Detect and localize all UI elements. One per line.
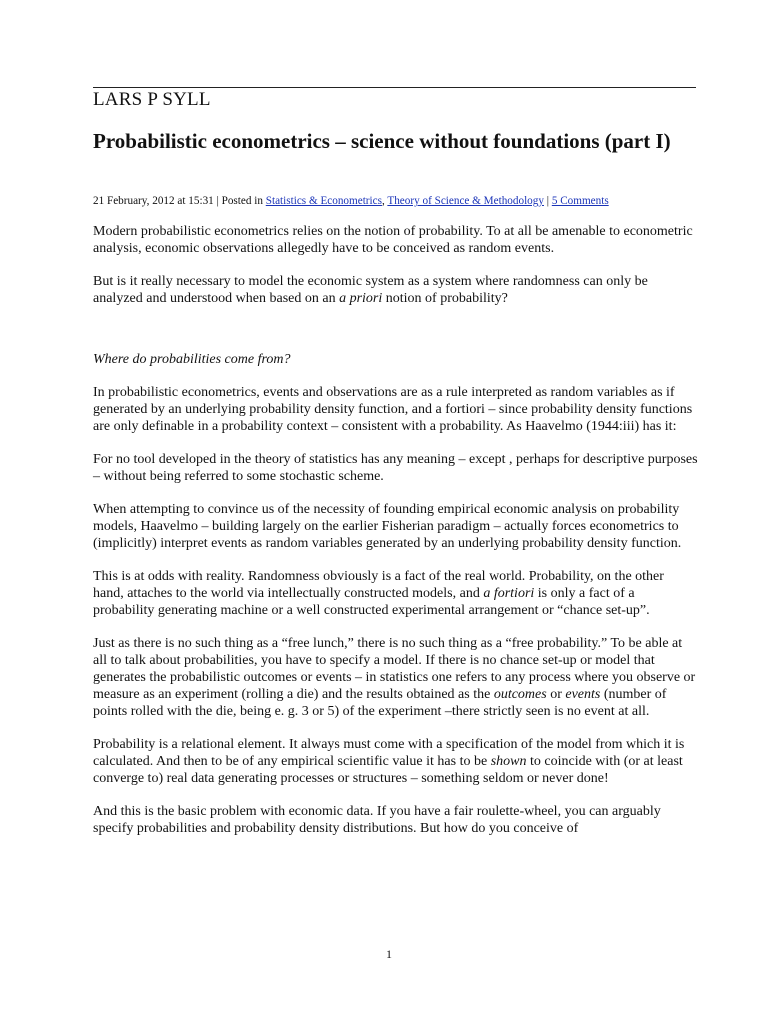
block-quote: For no tool developed in the theory of statistics has any meaning – except , perhaps for descriptive purposes – without being referred to some stochastic scheme. <box>93 452 698 484</box>
post-date: 21 February, 2012 at 15:31 <box>93 195 214 207</box>
meta-comma: , <box>381 195 388 207</box>
paragraph: In probabilistic econometrics, events and observations are as a rule interpreted as random variables as if generated by an underlying probability density function, and a fortiori – since probability density functions are only definable in a probability context – consistent with a probability. As Haavelmo (1944:iii) has it: <box>93 385 693 434</box>
emphasis: events <box>565 687 601 702</box>
section-subheading: Where do probabilities come from? <box>93 352 291 367</box>
meta-separator: | <box>213 195 222 207</box>
article-body <box>93 223 698 853</box>
category-link-theory-of-science[interactable]: Theory of Science & Methodology <box>387 195 544 207</box>
posted-in-label: Posted in <box>221 195 266 207</box>
emphasis: outcomes <box>493 687 547 702</box>
emphasis: a fortiori <box>483 586 535 601</box>
category-link-statistics[interactable]: Statistics & Econometrics <box>265 195 382 207</box>
paragraph: But is it really necessary to model the economic system as a system where randomness can only be analyzed and understood when based on an a priori notion of probability? <box>93 274 648 306</box>
paragraph: Just as there is no such thing as a “free lunch,” there is no such thing as a “free probability.” To be able at all to talk about probabilities, you have to specify a model. If there is no chance set-up or model that generates the probabilistic outcomes or events – in statistics one refers to any process where you observe or measure as an experiment (rolling a die) and the results obtained as the outcomes or events (number of points rolled with the die, being e. g. 3 or 5) of the experiment –there strictly seen is no event at all. <box>93 636 696 719</box>
comments-link[interactable]: 5 Comments <box>551 195 609 207</box>
paragraph: This is at odds with reality. Randomness obviously is a fact of the real world. Probability, on the other hand, attaches to the world via intellectually constructed models, and a fortiori is only a fact of a probability generating machine or a well constructed experimental arrangement or “chance set-up”. <box>93 569 664 618</box>
page-number: 1 <box>386 947 392 961</box>
paragraph: Probability is a relational element. It always must come with a specification of the model from which it is calculated. And then to be of any empirical scientific value it has to be shown to coincide with (or at least converge to) real data generating processes or structures – something seldom or never done! <box>93 737 685 786</box>
emphasis: a priori <box>339 291 383 306</box>
article-title: Probabilistic econometrics – science without foundations (part I) <box>93 129 671 153</box>
emphasis: shown <box>490 754 527 769</box>
paragraph: And this is the basic problem with economic data. If you have a fair roulette-wheel, you can arguably specify probabilities and probability density distributions. But how do you conceive of <box>93 804 661 836</box>
site-name: LARS P SYLL <box>93 89 211 110</box>
meta-separator: | <box>543 195 552 207</box>
paragraph: Modern probabilistic econometrics relies on the notion of probability. To at all be amenable to econometric analysis, economic observations allegedly have to be conceived as random events. <box>93 224 693 256</box>
header-rule <box>93 87 696 88</box>
article-meta <box>93 195 703 207</box>
paragraph: When attempting to convince us of the necessity of founding empirical economic analysis on probability models, Haavelmo – building largely on the earlier Fisherian paradigm – actually forces econometrics to (implicitly) interpret events as random variables generated by an underlying probability density function. <box>93 502 682 551</box>
